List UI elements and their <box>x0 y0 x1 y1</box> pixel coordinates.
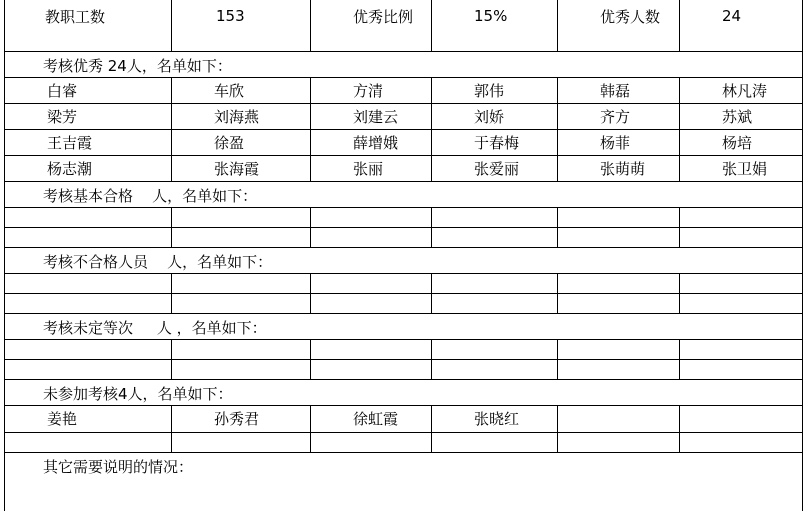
empty-cell <box>431 274 557 293</box>
excellent-names-row <box>4 104 803 130</box>
staff-count-value: 153 <box>216 7 245 25</box>
empty-row <box>4 228 803 248</box>
name: 杨菲 <box>600 134 631 152</box>
empty-cell <box>4 433 171 452</box>
absent-names-row <box>4 406 803 433</box>
name: 苏斌 <box>722 108 753 126</box>
empty-row <box>4 294 803 314</box>
name-cell <box>171 130 310 155</box>
name-cell <box>310 104 431 129</box>
name-cell <box>679 130 803 155</box>
empty-cell <box>310 360 431 379</box>
name: 张晓红 <box>474 410 520 428</box>
name: 孙秀君 <box>214 410 260 428</box>
empty-cell <box>679 433 803 452</box>
name-cell <box>4 156 171 181</box>
name-cell <box>171 406 310 432</box>
excellent-ratio-label: 优秀比例 <box>353 8 414 26</box>
empty-cell <box>4 340 171 359</box>
empty-cell <box>171 294 310 313</box>
empty-cell <box>310 208 431 227</box>
excellent-names-row <box>4 78 803 104</box>
name: 刘娇 <box>474 108 505 126</box>
empty-cell <box>557 228 679 247</box>
name: 张海霞 <box>214 160 260 178</box>
name: 韩磊 <box>600 82 631 100</box>
name: 徐虹霞 <box>353 410 399 428</box>
name-cell <box>4 406 171 432</box>
excellent-names-row <box>4 156 803 182</box>
basic-pass-header-row <box>4 182 803 208</box>
excellent-count-value-cell <box>679 0 803 51</box>
empty-cell <box>679 228 803 247</box>
name-cell <box>171 156 310 181</box>
name: 郭伟 <box>474 82 505 100</box>
empty-row <box>4 208 803 228</box>
staff-count-value-cell <box>171 0 310 51</box>
evaluation-table <box>4 0 803 511</box>
name-cell <box>557 406 679 432</box>
empty-cell <box>4 228 171 247</box>
empty-cell <box>310 274 431 293</box>
absent-header-row <box>4 380 803 406</box>
name: 薛增娥 <box>353 134 399 152</box>
name-cell <box>679 406 803 432</box>
empty-cell <box>4 360 171 379</box>
name-cell <box>431 78 557 103</box>
undetermined-header: 考核未定等次 人 ，名单如下： <box>43 319 267 337</box>
empty-cell <box>310 340 431 359</box>
excellent-count-value: 24 <box>722 7 742 25</box>
name-cell <box>431 406 557 432</box>
excellent-count-label: 优秀人数 <box>600 8 661 26</box>
empty-cell <box>171 360 310 379</box>
absent-header-cell <box>4 380 803 405</box>
empty-cell <box>557 360 679 379</box>
empty-cell <box>557 274 679 293</box>
other-notes-row <box>4 453 803 511</box>
name-cell <box>171 78 310 103</box>
empty-cell <box>171 208 310 227</box>
staff-count-label: 教职工数 <box>45 8 106 26</box>
empty-cell <box>679 340 803 359</box>
name-cell <box>310 130 431 155</box>
empty-cell <box>310 433 431 452</box>
name-cell <box>4 104 171 129</box>
undetermined-header-row <box>4 314 803 340</box>
name-cell <box>171 104 310 129</box>
empty-cell <box>557 208 679 227</box>
name: 白睿 <box>47 82 78 100</box>
name-cell <box>431 156 557 181</box>
empty-cell <box>431 433 557 452</box>
name-cell <box>679 156 803 181</box>
name-cell <box>557 156 679 181</box>
basic-pass-header: 考核基本合格 人，名单如下： <box>43 187 258 205</box>
name: 刘海燕 <box>214 108 260 126</box>
name-cell <box>431 104 557 129</box>
undetermined-header-cell <box>4 314 803 339</box>
empty-cell <box>4 208 171 227</box>
other-notes-header: 其它需要说明的情况： <box>43 458 194 476</box>
empty-cell <box>557 294 679 313</box>
name: 车欣 <box>214 82 245 100</box>
empty-row <box>4 274 803 294</box>
empty-cell <box>171 274 310 293</box>
name-cell <box>431 130 557 155</box>
name-cell <box>557 104 679 129</box>
empty-cell <box>431 228 557 247</box>
name: 梁芳 <box>47 108 78 126</box>
excellent-header-cell <box>4 52 803 77</box>
excellent-header: 考核优秀 24人，名单如下： <box>43 57 232 75</box>
empty-row <box>4 433 803 453</box>
name-cell <box>310 156 431 181</box>
name: 张卫娟 <box>722 160 768 178</box>
empty-cell <box>431 294 557 313</box>
excellent-count-label-cell <box>557 0 679 51</box>
name: 姜艳 <box>47 410 78 428</box>
name-cell <box>557 130 679 155</box>
excellent-ratio-value: 15% <box>474 7 508 25</box>
fail-header-cell <box>4 248 803 273</box>
empty-cell <box>557 433 679 452</box>
name-cell <box>4 130 171 155</box>
empty-cell <box>557 340 679 359</box>
name: 齐方 <box>600 108 631 126</box>
empty-cell <box>679 360 803 379</box>
empty-cell <box>310 228 431 247</box>
empty-cell <box>171 340 310 359</box>
name: 张爱丽 <box>474 160 520 178</box>
empty-cell <box>679 294 803 313</box>
name: 张萌萌 <box>600 160 646 178</box>
name: 方清 <box>353 82 384 100</box>
name-cell <box>679 78 803 103</box>
name: 于春梅 <box>474 134 520 152</box>
fail-header: 考核不合格人员 人，名单如下： <box>43 253 273 271</box>
fail-header-row <box>4 248 803 274</box>
stats-row <box>4 0 803 52</box>
empty-row <box>4 340 803 360</box>
excellent-header-row <box>4 52 803 78</box>
excellent-ratio-label-cell <box>310 0 431 51</box>
empty-cell <box>4 274 171 293</box>
empty-cell <box>679 274 803 293</box>
empty-cell <box>171 433 310 452</box>
empty-cell <box>310 294 431 313</box>
empty-cell <box>4 294 171 313</box>
absent-header: 未参加考核4人，名单如下： <box>43 385 233 403</box>
empty-row <box>4 360 803 380</box>
name-cell <box>679 104 803 129</box>
name-cell <box>557 78 679 103</box>
basic-pass-header-cell <box>4 182 803 207</box>
name-cell <box>310 406 431 432</box>
name: 张丽 <box>353 160 384 178</box>
empty-cell <box>431 340 557 359</box>
excellent-names-row <box>4 130 803 156</box>
excellent-ratio-value-cell <box>431 0 557 51</box>
name: 杨培 <box>722 134 753 152</box>
empty-cell <box>171 228 310 247</box>
name: 徐盈 <box>214 134 245 152</box>
empty-cell <box>431 208 557 227</box>
staff-count-label-cell <box>4 0 171 51</box>
name: 林凡涛 <box>722 82 768 100</box>
name: 杨志潮 <box>47 160 93 178</box>
empty-cell <box>431 360 557 379</box>
empty-cell <box>679 208 803 227</box>
name-cell <box>4 78 171 103</box>
other-notes-cell <box>4 453 803 511</box>
name: 王吉霞 <box>47 134 93 152</box>
name: 刘建云 <box>353 108 399 126</box>
name-cell <box>310 78 431 103</box>
